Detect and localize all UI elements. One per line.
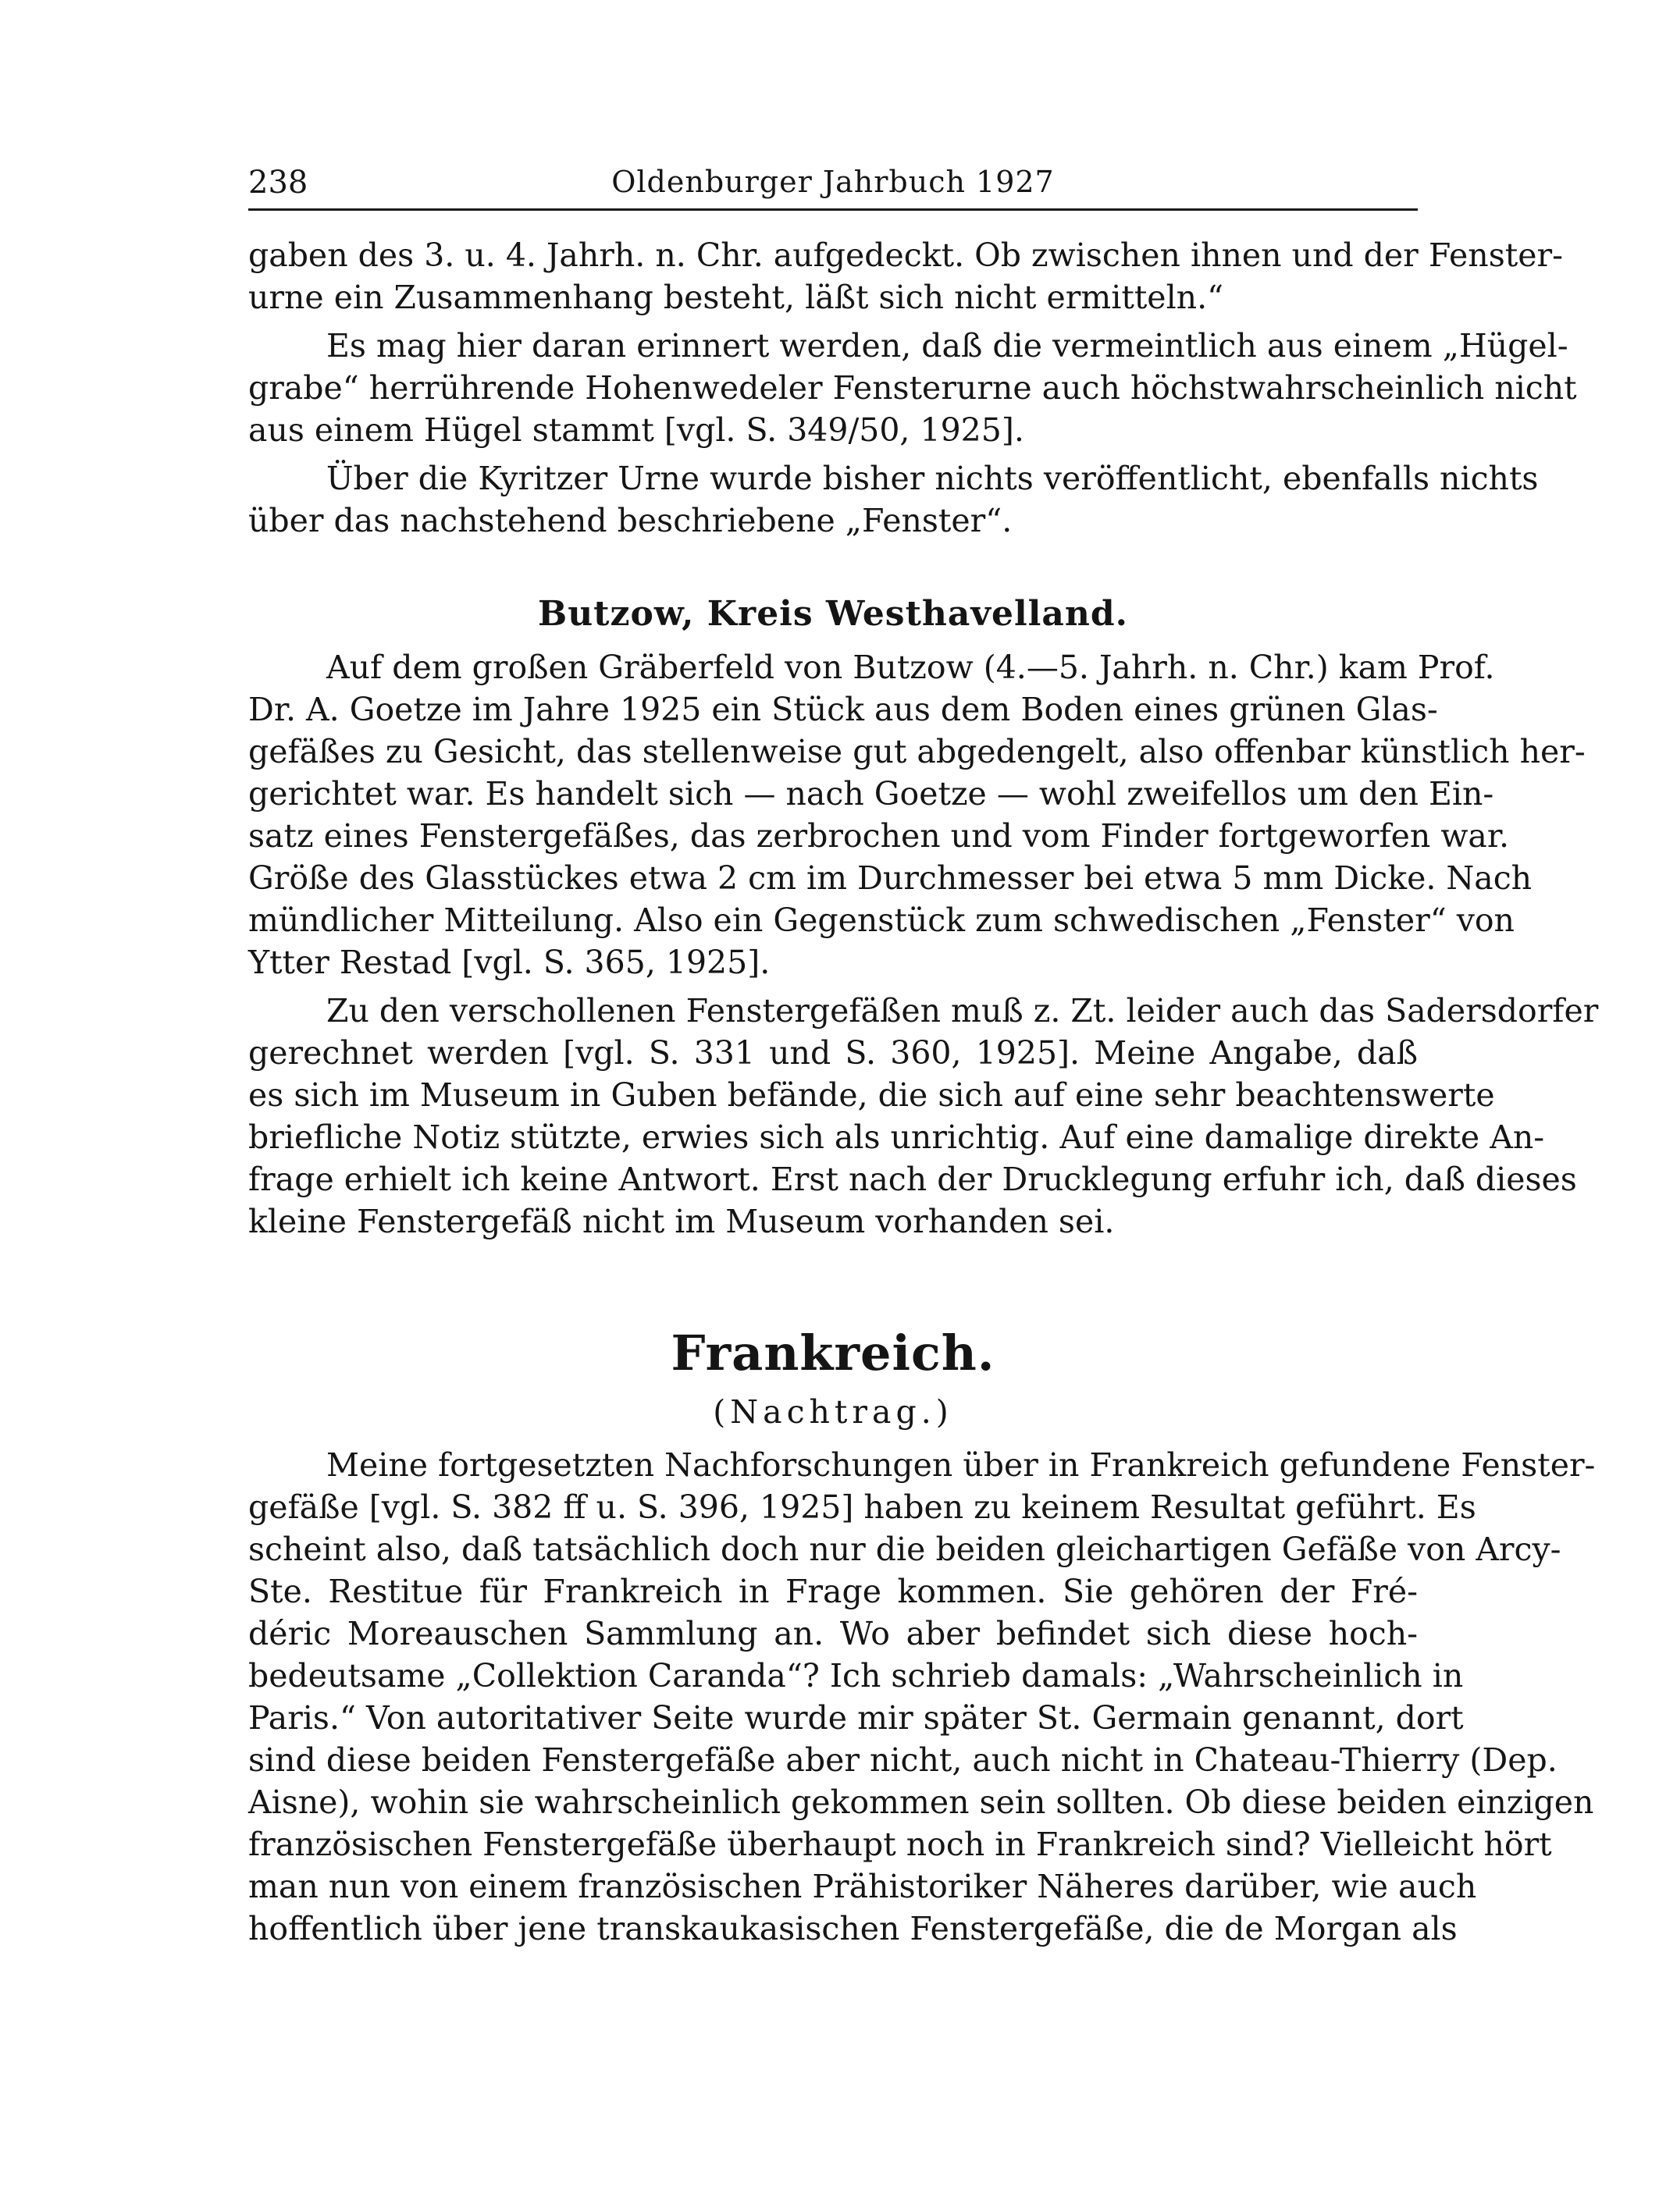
text-line: aus einem Hügel stammt [vgl. S. 349/50, 1925]. bbox=[248, 411, 1024, 449]
text-line: Meine fortgesetzten Nachforschungen über in Frankreich gefundene Fenster- bbox=[326, 1446, 1596, 1484]
text-line: hoffentlich über jene transkaukasischen Fenstergefäße, die de Morgan als bbox=[248, 1910, 1458, 1947]
paragraph-2 bbox=[248, 325, 1577, 451]
text-line: gefäßes zu Gesicht, das stellenweise gut abgedengelt, also offenbar künstlich her- bbox=[248, 733, 1586, 770]
text-line: gerechnet werden [vgl. S. 331 und S. 360, 1925]. Meine Angabe, daß bbox=[248, 1034, 1418, 1072]
text-line: Auf dem großen Gräberfeld von Butzow (4.—5. Jahrh. n. Chr.) kam Prof. bbox=[326, 649, 1495, 686]
text-line: bedeutsame „Collektion Caranda“? Ich schrieb damals: „Wahrscheinlich in bbox=[248, 1657, 1464, 1695]
subheading-butzow: Butzow, Kreis Westhavelland. bbox=[538, 594, 1128, 634]
text-line: frage erhielt ich keine Antwort. Erst nach der Drucklegung erfuhr ich, daß dieses bbox=[248, 1161, 1577, 1198]
text-line: Zu den verschollenen Fenstergefäßen muß z. Zt. leider auch das Sadersdorfer bbox=[326, 992, 1599, 1030]
text-line: Aisne), wohin sie wahrscheinlich gekommen sein sollten. Ob diese beiden einzigen bbox=[248, 1783, 1594, 1821]
text-line: Größe des Glasstückes etwa 2 cm im Durchmesser bei etwa 5 mm Dicke. Nach bbox=[248, 859, 1533, 897]
text-line: déric Moreauschen Sammlung an. Wo aber befindet sich diese hoch- bbox=[248, 1615, 1418, 1652]
text-line: grabe“ herrührende Hohenwedeler Fensterurne auch höchstwahrscheinlich nicht bbox=[248, 369, 1577, 407]
page-number: 238 bbox=[248, 165, 308, 201]
text-line: über das nachstehend beschriebene „Fenster“. bbox=[248, 502, 1013, 539]
text-line: gerichtet war. Es handelt sich — nach Goetze — wohl zweifellos um den Ein- bbox=[248, 775, 1494, 813]
section-subheading-nachtrag: (Nachtrag.) bbox=[713, 1393, 953, 1431]
text-line: mündlicher Mitteilung. Also ein Gegenstück zum schwedischen „Fenster“ von bbox=[248, 902, 1515, 939]
text-line: Ste. Restitue für Frankreich in Frage kommen. Sie gehören der Fré- bbox=[248, 1573, 1418, 1610]
text-line: es sich im Museum in Guben befände, die sich auf eine sehr beachtenswerte bbox=[248, 1076, 1495, 1114]
text-line: man nun von einem französischen Prähistoriker Näheres darüber, wie auch bbox=[248, 1868, 1477, 1905]
text-line: Über die Kyritzer Urne wurde bisher nichts veröffentlicht, ebenfalls nichts bbox=[326, 460, 1539, 497]
paragraph-1 bbox=[248, 234, 1563, 318]
page-header bbox=[248, 162, 1418, 211]
paragraph-3 bbox=[248, 457, 1539, 542]
page-body bbox=[248, 234, 1599, 1950]
text-line: sind diese beiden Fenstergefäße aber nicht, auch nicht in Chateau-Thierry (Dep. bbox=[248, 1741, 1558, 1779]
text-line: gefäße [vgl. S. 382 ff u. S. 396, 1925] haben zu keinem Resultat geführt. Es bbox=[248, 1488, 1476, 1526]
paragraph-4 bbox=[248, 646, 1586, 983]
text-line: gaben des 3. u. 4. Jahrh. n. Chr. aufgedeckt. Ob zwischen ihnen und der Fenster- bbox=[248, 236, 1563, 274]
text-line: Ytter Restad [vgl. S. 365, 1925]. bbox=[248, 944, 771, 981]
text-line: Paris.“ Von autoritativer Seite wurde mir später St. Germain genannt, dort bbox=[248, 1699, 1464, 1737]
text-line: briefliche Notiz stützte, erwies sich als unrichtig. Auf eine damalige direkte An- bbox=[248, 1118, 1545, 1156]
paragraph-6 bbox=[248, 1444, 1596, 1950]
text-line: satz eines Fenstergefäßes, das zerbrochen und vom Finder fortgeworfen war. bbox=[248, 817, 1509, 855]
section-heading-frankreich: Frankreich. bbox=[671, 1325, 995, 1382]
paragraph-5 bbox=[248, 990, 1599, 1243]
text-line: scheint also, daß tatsächlich doch nur die beiden gleichartigen Gefäße von Arcy- bbox=[248, 1531, 1561, 1568]
text-line: urne ein Zusammenhang besteht, läßt sich nicht ermitteln.“ bbox=[248, 279, 1224, 316]
running-title: Oldenburger Jahrbuch 1927 bbox=[611, 165, 1055, 199]
text-line: kleine Fenstergefäß nicht im Museum vorhanden sei. bbox=[248, 1203, 1115, 1240]
text-line: Dr. A. Goetze im Jahre 1925 ein Stück aus dem Boden eines grünen Glas- bbox=[248, 691, 1438, 728]
text-line: französischen Fenstergefäße überhaupt noch in Frankreich sind? Vielleicht hört bbox=[248, 1826, 1552, 1863]
text-line: Es mag hier daran erinnert werden, daß die vermeintlich aus einem „Hügel- bbox=[326, 327, 1568, 365]
